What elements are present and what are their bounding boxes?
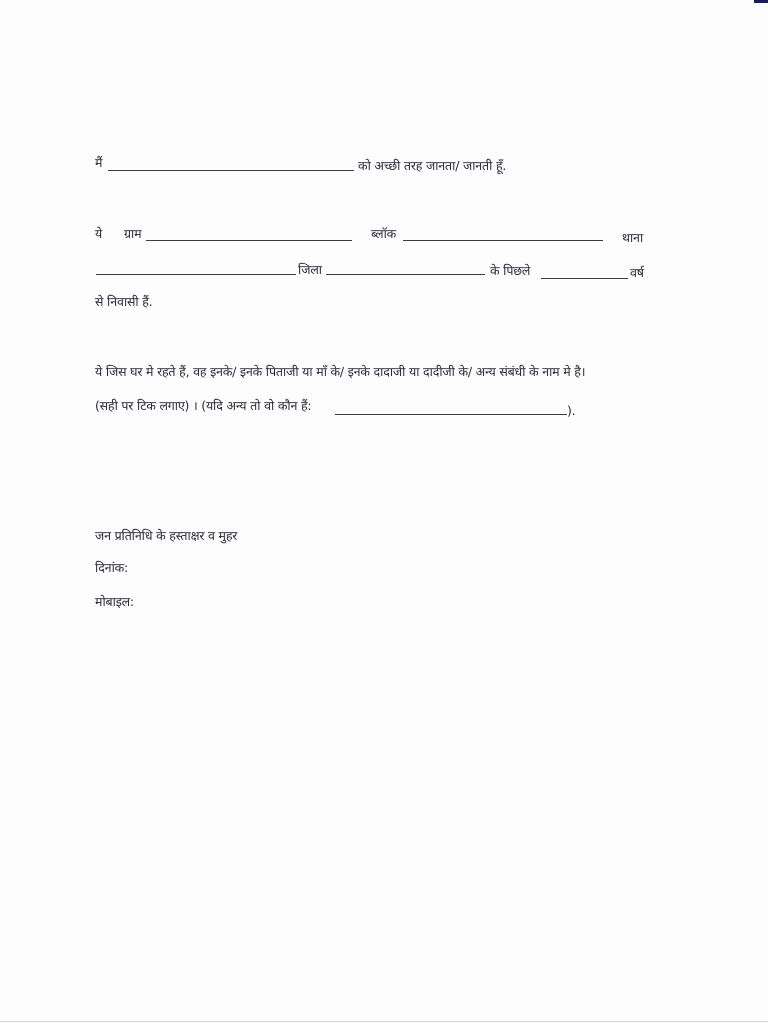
closing-paren: ). <box>567 403 576 418</box>
varsh-label: वर्ष <box>630 265 644 280</box>
house-ownership-text: ये जिस घर मे रहते हैं, वह इनके/ इनके पिताजी या माँ के/ इनके दादाजी या दादीजी के/ अन्य संबंधी के नाम मे है। <box>95 364 586 379</box>
line1-prefix: मैं <box>95 155 103 170</box>
date-label: दिनांक: <box>95 560 129 575</box>
other-relation-blank[interactable] <box>335 414 567 415</box>
mobile-label: मोबाइल: <box>95 594 134 609</box>
pichhle-label: के पिछले <box>490 263 531 278</box>
zila-label: जिला <box>298 262 322 277</box>
gram-blank[interactable] <box>146 240 352 241</box>
resident-text: से निवासी हैं. <box>95 294 153 309</box>
scan-edge-mark <box>754 0 768 3</box>
signature-title: जन प्रतिनिधि के हस्ताक्षर व मुहर <box>95 528 238 543</box>
block-blank[interactable] <box>403 240 603 241</box>
zila-blank[interactable] <box>326 274 485 275</box>
thana-blank[interactable] <box>96 274 296 275</box>
gram-label: ग्राम <box>124 226 142 241</box>
thana-label: थाना <box>622 230 644 245</box>
ye-label: ये <box>95 226 103 241</box>
line1-suffix: को अच्छी तरह जानता/ जानती हूँ. <box>358 158 507 173</box>
name-blank[interactable] <box>108 170 354 171</box>
block-label: ब्लॉक <box>371 226 397 241</box>
tick-instruction-text: (सही पर टिक लगाए) । (यदि अन्य तो वो कौन हैं: <box>95 398 312 413</box>
scan-bottom-edge <box>0 1021 768 1022</box>
years-blank[interactable] <box>541 278 628 279</box>
